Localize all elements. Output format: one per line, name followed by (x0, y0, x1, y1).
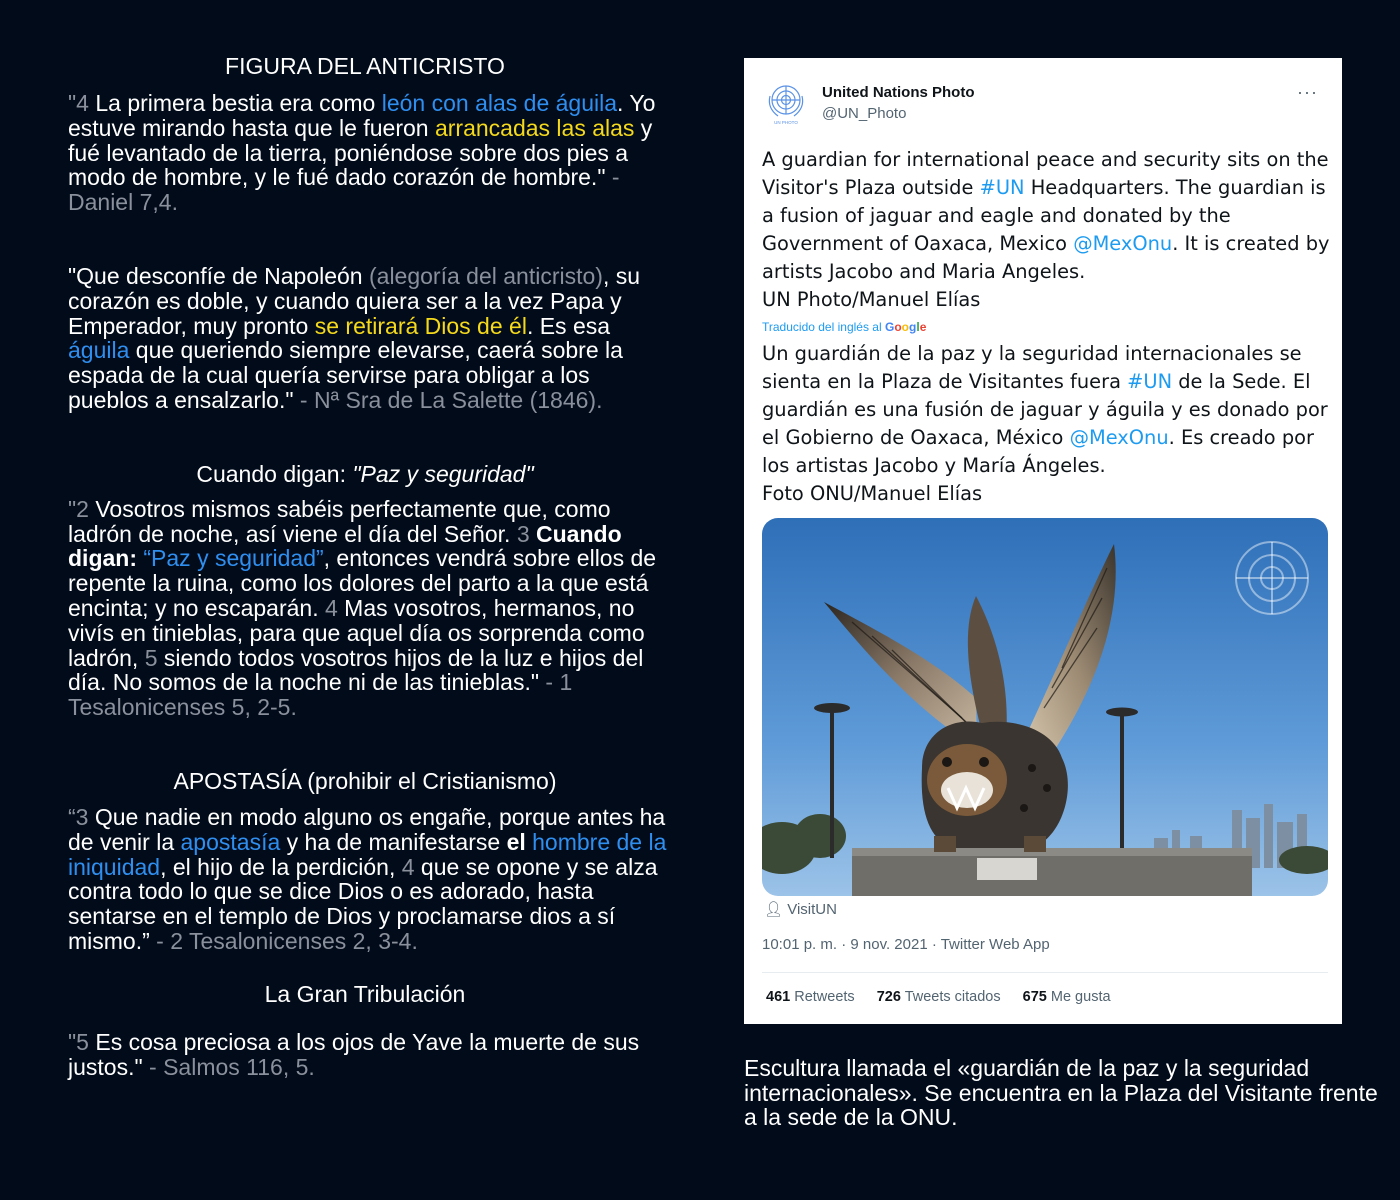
quote-text: y fué levantado de la tierra, poniéndose sobre dos pies a modo de hombre, y le fué dado corazón de hombre." (68, 114, 653, 191)
section-title-apostasia: APOSTASÍA (prohibir el Cristianismo) (173, 767, 557, 794)
title-text: Cuando digan: (196, 460, 353, 487)
tweet-text: de la Sede. El guardián es una fusión de jaguar y águila y es donado por el Gobierno de Oaxaca, México (762, 370, 1328, 449)
tweet-text-spanish (762, 340, 1332, 480)
verse-number: 5 (76, 1028, 89, 1055)
tweet-text: Un guardián de la paz y la seguridad internacionales se sienta en la Plaza de Visitantes fuera (762, 342, 1302, 393)
quote-mark: " (68, 1028, 77, 1055)
google-logo-letter: o (901, 320, 909, 334)
quote-text: . Yo estuve mirando hasta que le fueron (68, 90, 656, 141)
verse-number: 2 (76, 495, 89, 522)
tweet-timestamp[interactable]: 10:01 p. m. · 9 nov. 2021 · Twitter Web App (762, 936, 1050, 953)
reference: - Daniel 7,4. (68, 164, 620, 216)
tweet-card (744, 58, 1342, 1024)
translated-label: Traducido del inglés al (762, 320, 885, 334)
highlight-blue: apostasía (180, 828, 281, 855)
verse-number: 4 (76, 90, 89, 116)
highlight-blue: hombre de la iniquidad (68, 828, 667, 880)
quote-tesalonicenses-1 (68, 497, 668, 720)
google-logo-letter: o (894, 320, 902, 334)
quote-mark: " (68, 90, 77, 116)
retweets-label: Retweets (794, 989, 855, 1005)
quote-text: . Es esa (526, 312, 611, 339)
quote-text: que se opone y se alza contra todo lo que se dice Dios o es adorado, hasta sentarse en el templo de Dios y proclamarse dios a sí mismo.” (68, 853, 658, 954)
quote-text: que queriendo siempre elevarse, caerá sobre la espada de la cual quería servirse para obligar a los pueblos a ensalzarlo." (68, 337, 623, 413)
quote-text: , entonces vendrá sobre ellos de repente la ruina, como los dolores del parto a la que está encinta; y no escaparán. (68, 545, 657, 621)
mention-link[interactable]: @MexOnu (1069, 426, 1169, 449)
person-icon: 👤︎ (764, 901, 788, 918)
reference: - Salmos 116, 5. (142, 1053, 315, 1080)
bold-text: Cuando digan: (68, 520, 622, 572)
highlight-yellow: se retirará Dios de él (314, 312, 527, 339)
account-handle[interactable]: @UN_Photo (822, 105, 907, 122)
tweet-text: A guardian for international peace and security sits on the Visitor's Plaza outside (762, 148, 1329, 199)
left-column (68, 52, 668, 1079)
quotes-count: 726 (876, 989, 901, 1005)
quote-text: , su corazón es doble, y cuando quiera ser a la vez Papa y Emperador, muy pronto (68, 262, 641, 339)
verse-number: 3 (516, 520, 530, 547)
section-title-anticristo: FIGURA DEL ANTICRISTO (225, 53, 505, 79)
retweets-stat[interactable] (766, 989, 855, 1005)
likes-count: 675 (1022, 989, 1047, 1005)
quote-daniel (68, 91, 668, 215)
reference: - 2 Tesalonicenses 2, 3-4. (149, 927, 418, 954)
photo-tag-label: VisitUN (787, 901, 837, 918)
section-title-paz (0, 460, 730, 488)
divider (762, 972, 1328, 973)
tweet-text-english (762, 146, 1332, 286)
quotes-label: Tweets citados (904, 989, 1001, 1005)
reference: - Nª Sra de La Salette (1846). (293, 386, 603, 413)
quote-mark: “ (68, 803, 76, 830)
quote-mark: " (68, 495, 77, 522)
tweet-stats (766, 989, 1129, 1005)
likes-label: Me gusta (1050, 989, 1111, 1005)
tweet-body (762, 146, 1332, 508)
highlight-blue: “Paz y seguridad” (137, 545, 324, 572)
hashtag-link[interactable]: #UN (1127, 370, 1173, 393)
photo-credit: UN Photo/Manuel Elías (762, 288, 981, 311)
highlight-yellow: arrancadas las alas (434, 114, 635, 141)
tweet-header (764, 82, 1324, 126)
likes-stat[interactable] (1023, 989, 1111, 1005)
logo-caption: UN PHOTO (774, 120, 798, 125)
aside-gray: (alegoría del anticristo) (369, 262, 603, 289)
photo-tag[interactable] (764, 900, 837, 918)
tweet-photo[interactable] (762, 518, 1328, 896)
more-options-icon[interactable]: ··· (1297, 82, 1318, 102)
google-logo-letter: g (909, 320, 917, 334)
hashtag-link[interactable]: #UN (979, 176, 1025, 199)
quote-tesalonicenses-2 (68, 805, 668, 954)
un-emblem-icon[interactable] (764, 82, 808, 126)
title-quote: "Paz y seguridad" (352, 460, 534, 487)
quote-text: siendo todos vosotros hijos de la luz e hijos del día. No somos de la noche ni de las tinieblas." (68, 644, 644, 696)
account-name[interactable]: United Nations Photo (822, 84, 975, 101)
quote-text: y ha de manifestarse (280, 828, 507, 855)
reference: - 1 Tesalonicenses 5, 2-5. (68, 669, 573, 721)
quote-text: , el hijo de la perdición, (160, 853, 402, 880)
google-logo-letter: G (884, 320, 895, 334)
quote-salmos (68, 1030, 668, 1080)
bold-text: el (506, 828, 526, 855)
verse-number: 4 (401, 853, 415, 880)
tweet-text: . It is created by artists Jacobo and Maria Angeles. (762, 232, 1330, 283)
tweet-text: . Es creado por los artistas Jacobo y María Ángeles. (762, 426, 1314, 477)
google-logo-letter: e (919, 320, 927, 334)
quote-text: "Que desconfíe de Napoleón (68, 262, 369, 289)
tweet-text: Headquarters. The guardian is a fusion of jaguar and eagle and donated by the Government of Oaxaca, Mexico (762, 176, 1326, 255)
quote-text: Vosotros mismos sabéis perfectamente que, como ladrón de noche, así viene el día del Señor. (68, 495, 611, 547)
quote-text: Mas vosotros, hermanos, no vivís en tinieblas, para que aquel día os sorprenda como ladrón, (68, 594, 645, 671)
photo-credit-es: Foto ONU/Manuel Elías (762, 482, 983, 505)
verse-number: 3 (75, 803, 89, 830)
highlight-blue: león con alas de águila (381, 90, 618, 116)
verse-number: 4 (325, 594, 338, 621)
section-title-tribulacion: La Gran Tribulación (264, 980, 466, 1007)
quote-text: La primera bestia era como (88, 90, 382, 116)
mention-link[interactable]: @MexOnu (1073, 232, 1173, 255)
quotes-stat[interactable] (877, 989, 1001, 1005)
quote-text: Que nadie en modo alguno os engañe, porque antes ha de venir la (68, 803, 666, 855)
highlight-blue: águila (68, 337, 130, 364)
google-logo-letter: l (916, 320, 920, 334)
translated-by-google[interactable] (762, 314, 1332, 340)
verse-number: 5 (144, 644, 158, 671)
quote-salette (68, 264, 668, 413)
image-caption: Escultura llamada el «guardián de la paz y la seguridad internacionales». Se encuentra en la Plaza del Visitante frente a la sede de la ONU. (744, 1055, 1378, 1131)
quote-text: Es cosa preciosa a los ojos de Yave la muerte de sus justos." (68, 1028, 640, 1080)
retweets-count: 461 (766, 989, 791, 1005)
